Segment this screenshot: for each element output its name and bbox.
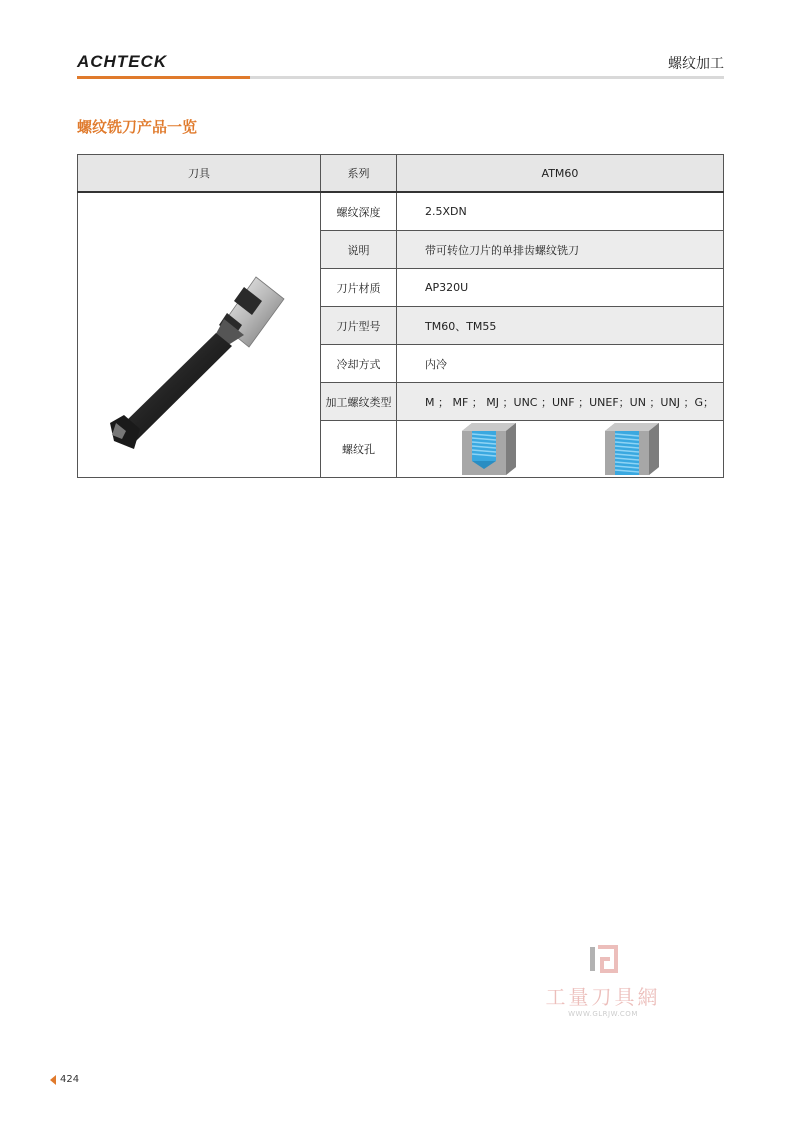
section-title: 螺纹加工 [668,56,724,72]
page-number: 424 [60,1074,80,1085]
watermark-logo-icon [586,945,620,975]
header-tool: 刀具 [78,155,321,193]
watermark-url: WWW.GLRJW.COM [568,1010,638,1018]
through-hole-icon [601,421,663,477]
page-arrow-icon [50,1075,56,1085]
row-label-insert-material: 刀片材质 [321,269,397,307]
header-rule-accent [77,76,250,79]
row-value-description: 带可转位刀片的单排齿螺纹铣刀 [397,231,724,269]
table-row [78,192,724,231]
row-label-thread-depth: 螺纹深度 [321,192,397,231]
row-label-cooling: 冷却方式 [321,345,397,383]
row-label-thread-hole: 螺纹孔 [321,421,397,478]
watermark-text: 工量刀具網 [545,985,661,1009]
page-heading: 螺纹铣刀产品一览 [77,118,198,136]
row-value-thread-depth: 2.5XDN [397,192,724,231]
row-label-description: 说明 [321,231,397,269]
row-label-insert-model: 刀片型号 [321,307,397,345]
header-series: 系列 [321,155,397,193]
row-value-cooling: 内冷 [397,345,724,383]
row-value-thread-types: M ； MF ； MJ ；UNC ；UNF ；UNEF；UN ；UNJ ；G； [397,383,724,421]
row-value-insert-material: AP320U [397,269,724,307]
brand-logo: ACHTECK [77,52,168,71]
watermark [538,945,668,1018]
row-label-thread-types: 加工螺纹类型 [321,383,397,421]
row-value-insert-model: TM60、TM55 [397,307,724,345]
header-rule [77,76,724,79]
spec-table [77,154,724,478]
table-header-row [78,155,724,193]
header-model: ATM60 [397,155,724,193]
tool-image-cell [78,192,321,478]
thread-mill-tool-image [94,209,304,459]
blind-hole-icon [458,421,520,477]
row-value-thread-hole [397,421,724,478]
